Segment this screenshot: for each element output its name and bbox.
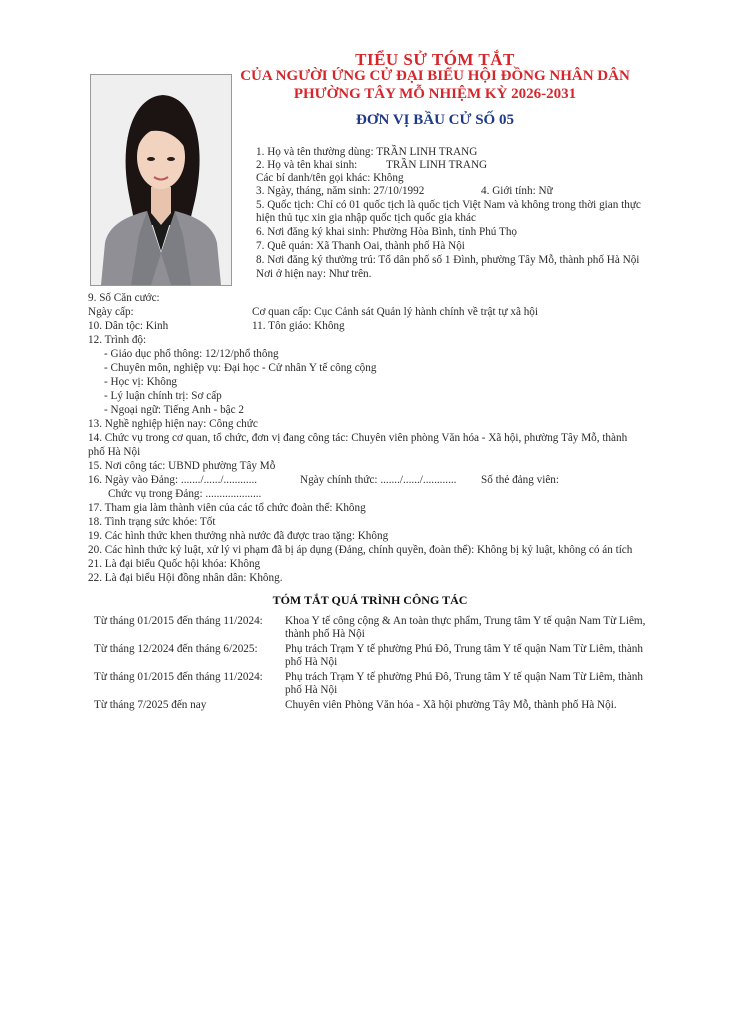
field-party-card-number: Số thẻ đảng viên: bbox=[481, 474, 559, 486]
career-period: Từ tháng 12/2024 đến tháng 6/2025: bbox=[94, 643, 258, 655]
field-hometown: 7. Quê quán: Xã Thanh Oai, thành phố Hà Nội bbox=[256, 240, 465, 252]
field-position-cont: phố Hà Nội bbox=[88, 446, 141, 458]
field-date-of-birth: 3. Ngày, tháng, năm sinh: 27/10/1992 bbox=[256, 185, 425, 197]
field-issuing-authority: Cơ quan cấp: Cục Cảnh sát Quản lý hành chính về trật tự xã hội bbox=[252, 306, 539, 318]
career-description: Phụ trách Trạm Y tế phường Phú Đô, Trung tâm Y tế quận Nam Từ Liêm, thành bbox=[285, 643, 643, 655]
field-general-education: - Giáo dục phổ thông: 12/12/phổ thông bbox=[104, 348, 279, 360]
field-academic-degree: - Học vị: Không bbox=[104, 376, 178, 388]
field-birth-registration: 6. Nơi đăng ký khai sinh: Phường Hòa Bình, tỉnh Phú Thọ bbox=[256, 226, 518, 238]
field-gender: 4. Giới tính: Nữ bbox=[481, 185, 553, 197]
candidate-portrait-photo bbox=[90, 74, 232, 286]
field-national-assembly: 21. Là đại biểu Quốc hội khóa: Không bbox=[88, 558, 261, 570]
field-position: 14. Chức vụ trong cơ quan, tổ chức, đơn vị đang công tác: Chuyên viên phòng Văn hóa - Xã hội, phường Tây Mỗ, thành bbox=[88, 432, 628, 444]
field-discipline: 20. Các hình thức kỷ luật, xử lý vi phạm đã bị áp dụng (Đảng, chính quyền, đoàn thể): Không bị kỷ luật, không có án tích bbox=[88, 544, 633, 556]
field-political-theory: - Lý luận chính trị: Sơ cấp bbox=[104, 390, 222, 402]
field-current-residence: Nơi ở hiện nay: Như trên. bbox=[256, 268, 372, 280]
career-description-cont: phố Hà Nội bbox=[285, 656, 338, 668]
document-subtitle-term: PHƯỜNG TÂY MỖ NHIỆM KỲ 2026-2031 bbox=[293, 86, 577, 102]
career-description: Phụ trách Trạm Y tế phường Phú Đô, Trung tâm Y tế quận Nam Từ Liêm, thành bbox=[285, 671, 643, 683]
career-period: Từ tháng 01/2015 đến tháng 11/2024: bbox=[94, 615, 263, 627]
field-nationality-cont: hiện thủ tục xin gia nhập quốc tịch quốc gia khác bbox=[256, 212, 476, 224]
field-ethnicity: 10. Dân tộc: Kinh bbox=[88, 320, 169, 332]
field-peoples-council: 22. Là đại biểu Hội đồng nhân dân: Không. bbox=[88, 572, 283, 584]
field-birth-name-value: TRẦN LINH TRANG bbox=[386, 159, 488, 171]
career-summary-heading: TÓM TẮT QUÁ TRÌNH CÔNG TÁC bbox=[272, 593, 468, 607]
field-workplace: 15. Nơi công tác: UBND phường Tây Mỗ bbox=[88, 460, 276, 472]
field-education-heading: 12. Trình độ: bbox=[88, 334, 147, 346]
career-description-cont: phố Hà Nội bbox=[285, 684, 338, 696]
career-description: Chuyên viên Phòng Văn hóa - Xã hội phường Tây Mỗ, thành phố Hà Nội. bbox=[285, 699, 617, 711]
field-id-card: 9. Số Căn cước: bbox=[88, 292, 160, 304]
career-period: Từ tháng 01/2015 đến tháng 11/2024: bbox=[94, 671, 263, 683]
portrait-illustration bbox=[91, 75, 231, 285]
field-professional-qualification: - Chuyên môn, nghiệp vụ: Đại học - Cử nhân Y tế công cộng bbox=[104, 362, 377, 374]
field-religion: 11. Tôn giáo: Không bbox=[252, 320, 345, 332]
electoral-unit-heading: ĐƠN VỊ BẦU CỬ SỐ 05 bbox=[356, 112, 514, 128]
field-alias: Các bí danh/tên gọi khác: Không bbox=[256, 172, 404, 184]
document-subtitle: CỦA NGƯỜI ỨNG CỬ ĐẠI BIỂU HỘI ĐỒNG NHÂN DÂN bbox=[240, 68, 630, 84]
field-occupation: 13. Nghề nghiệp hiện nay: Công chức bbox=[88, 418, 258, 430]
career-period: Từ tháng 7/2025 đến nay bbox=[94, 699, 207, 711]
field-nationality: 5. Quốc tịch: Chỉ có 01 quốc tịch là quốc tịch Việt Nam và không trong thời gian thực bbox=[256, 199, 641, 211]
field-birth-name-label: 2. Họ và tên khai sinh: bbox=[256, 159, 358, 171]
field-common-name: 1. Họ và tên thường dùng: TRẦN LINH TRANG bbox=[256, 146, 478, 158]
field-organizations: 17. Tham gia làm thành viên của các tổ chức đoàn thể: Không bbox=[88, 502, 366, 514]
field-permanent-residence: 8. Nơi đăng ký thường trú: Tổ dân phố số 1 Đình, phường Tây Mỗ, thành phố Hà Nội bbox=[256, 254, 640, 266]
field-health: 18. Tình trạng sức khỏe: Tốt bbox=[88, 516, 216, 528]
field-party-position: Chức vụ trong Đảng: .................... bbox=[108, 488, 262, 500]
document-title: TIỂU SỬ TÓM TẮT bbox=[355, 50, 515, 69]
career-description-cont: thành phố Hà Nội bbox=[285, 628, 365, 640]
field-party-join-date: 16. Ngày vào Đảng: ......./....../............ bbox=[88, 474, 258, 486]
field-foreign-language: - Ngoại ngữ: Tiếng Anh - bậc 2 bbox=[104, 404, 244, 416]
field-issue-date: Ngày cấp: bbox=[88, 306, 134, 318]
field-party-official-date: Ngày chính thức: ......./....../............ bbox=[300, 474, 457, 486]
career-description: Khoa Y tế công cộng & An toàn thực phẩm, Trung tâm Y tế quận Nam Từ Liêm, bbox=[285, 615, 646, 627]
field-awards: 19. Các hình thức khen thưởng nhà nước đã được trao tặng: Không bbox=[88, 530, 389, 542]
